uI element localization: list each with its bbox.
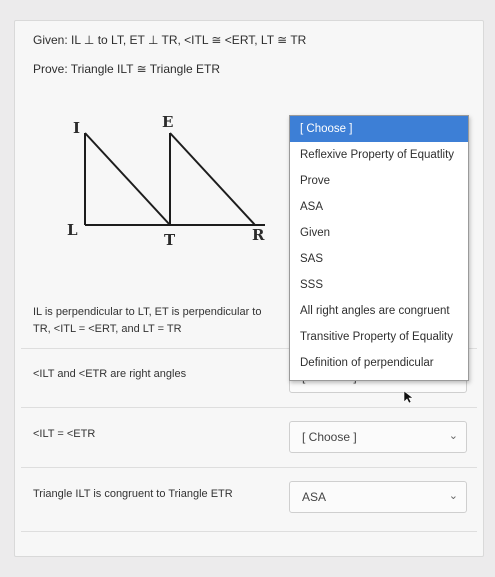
reason-select-4-value: ASA [302, 490, 327, 504]
mouse-pointer-icon [403, 390, 413, 404]
statement-2: <ILT and <ETR are right angles [33, 368, 187, 380]
dropdown-option-def-perpendicular[interactable]: Definition of perpendicular [300, 357, 434, 369]
row-divider [21, 407, 477, 408]
dropdown-option-sss[interactable]: SSS [300, 279, 324, 291]
reason-select-3[interactable] [289, 421, 467, 453]
dropdown-option-reflexive[interactable]: Reflexive Property of Equatlity [300, 149, 455, 161]
statement-4: Triangle ILT is congruent to Triangle ETR [33, 488, 233, 500]
dropdown-option-sas[interactable]: SAS [300, 253, 324, 265]
reason-dropdown-list[interactable] [289, 115, 469, 381]
dropdown-option-prove[interactable]: Prove [300, 175, 331, 187]
row-divider [21, 467, 477, 468]
figure-label-i: I [73, 119, 81, 137]
prove-text: Prove: Triangle ILT ≅ Triangle ETR [33, 62, 221, 76]
question-card [14, 20, 484, 557]
reason-select-3-value: [ Choose ] [302, 430, 357, 444]
dropdown-option-asa[interactable]: ASA [300, 201, 324, 213]
chevron-down-icon: ⌄ [448, 430, 458, 442]
dropdown-option-given[interactable]: Given [300, 227, 331, 239]
chevron-down-icon: ⌄ [448, 490, 458, 502]
figure-label-t: T [164, 231, 176, 249]
reason-select-4[interactable] [289, 481, 467, 513]
figure-label-r: R [252, 226, 265, 244]
triangle-figure [55, 113, 265, 253]
given-text: Given: IL ⊥ to LT, ET ⊥ TR, <ITL ≅ <ERT, LT ≅ TR [33, 33, 307, 47]
figure-label-e: E [162, 113, 174, 131]
figure-label-l: L [67, 221, 78, 239]
statement-1: IL is perpendicular to LT, ET is perpendicular to TR, <ITL = <ERT, and LT = TR [33, 306, 262, 335]
dropdown-option-transitive[interactable]: Transitive Property of Equality [300, 331, 453, 343]
dropdown-option-choose[interactable]: [ Choose ] [290, 116, 468, 142]
statement-3: <ILT = <ETR [33, 428, 96, 440]
dropdown-option-right-angles[interactable]: All right angles are congruent [300, 305, 450, 317]
row-divider [21, 531, 477, 532]
